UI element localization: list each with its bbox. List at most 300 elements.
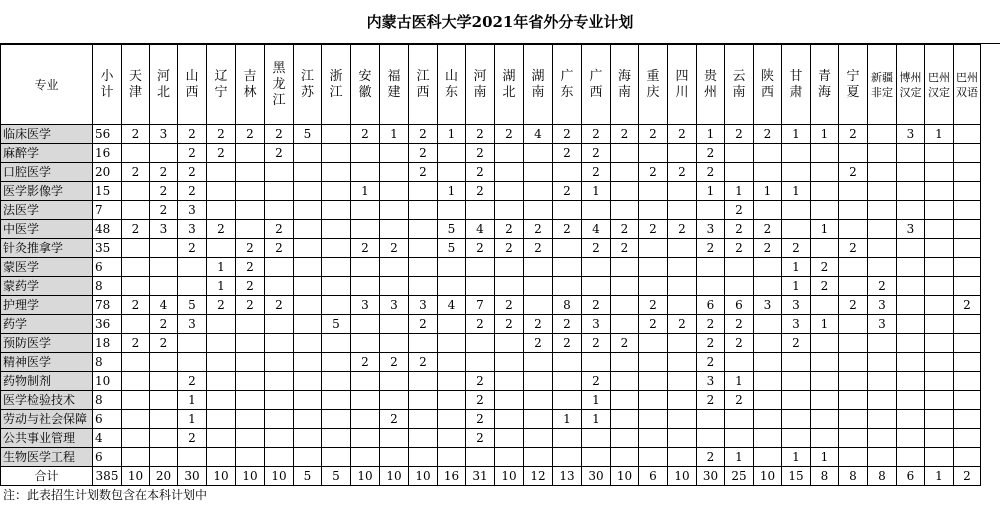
province-label: 山西 [185, 68, 199, 100]
quota-cell [322, 334, 351, 353]
quota-cell [351, 429, 380, 448]
quota-cell [207, 353, 236, 372]
quota-cell [811, 372, 839, 391]
quota-cell [782, 372, 811, 391]
quota-cell [150, 258, 178, 277]
quota-cell [265, 372, 294, 391]
quota-cell [524, 201, 553, 220]
quota-cell [668, 353, 697, 372]
sum-quota-cell: 10 [409, 467, 438, 486]
sum-quota-cell: 10 [265, 467, 294, 486]
quota-cell [294, 201, 322, 220]
quota-cell: 2 [466, 315, 495, 334]
quota-cell [409, 429, 438, 448]
quota-cell [582, 277, 611, 296]
sum-quota-cell: 5 [322, 467, 351, 486]
quota-cell [409, 372, 438, 391]
quota-cell [754, 258, 782, 277]
row-total-cell: 78 [93, 296, 122, 315]
province-label: 青海 [817, 68, 831, 100]
major-name-cell: 临床医学 [1, 125, 93, 144]
quota-cell: 3 [897, 220, 925, 239]
quota-cell [265, 448, 294, 467]
province-label: 湖南 [531, 68, 545, 100]
province-label: 黑龙江 [272, 60, 286, 108]
quota-cell [611, 315, 639, 334]
quota-cell: 1 [207, 258, 236, 277]
quota-cell [466, 201, 495, 220]
quota-cell [150, 372, 178, 391]
quota-cell [925, 296, 954, 315]
quota-cell [553, 448, 582, 467]
quota-cell: 3 [178, 220, 207, 239]
quota-cell [380, 201, 409, 220]
quota-cell [322, 353, 351, 372]
quota-cell [122, 372, 150, 391]
quota-cell [236, 201, 265, 220]
province-column-header [811, 45, 839, 125]
quota-cell: 2 [207, 296, 236, 315]
quota-cell [697, 201, 725, 220]
quota-cell [524, 353, 553, 372]
quota-cell [438, 410, 466, 429]
quota-cell [438, 144, 466, 163]
quota-cell: 2 [207, 220, 236, 239]
quota-cell: 2 [265, 144, 294, 163]
quota-cell: 2 [582, 239, 611, 258]
sum-quota-cell: 2 [954, 467, 981, 486]
quota-cell: 2 [668, 220, 697, 239]
quota-cell [294, 182, 322, 201]
quota-cell [839, 315, 868, 334]
row-total-cell: 6 [93, 448, 122, 467]
quota-cell [294, 372, 322, 391]
quota-cell [668, 410, 697, 429]
sum-quota-cell: 8 [839, 467, 868, 486]
quota-cell [122, 429, 150, 448]
quota-cell [495, 144, 524, 163]
quota-cell [868, 220, 897, 239]
sum-quota-cell: 10 [668, 467, 697, 486]
quota-cell: 3 [150, 125, 178, 144]
quota-cell [207, 410, 236, 429]
province-column-header [207, 45, 236, 125]
quota-cell: 2 [178, 125, 207, 144]
quota-cell: 2 [207, 125, 236, 144]
quota-cell [611, 258, 639, 277]
quota-cell: 1 [754, 182, 782, 201]
quota-cell [409, 220, 438, 239]
province-column-header [178, 45, 207, 125]
quota-cell [611, 391, 639, 410]
quota-cell: 2 [725, 220, 754, 239]
quota-cell: 2 [725, 201, 754, 220]
quota-cell: 2 [725, 125, 754, 144]
quota-cell: 2 [524, 315, 553, 334]
quota-cell [380, 372, 409, 391]
quota-cell [754, 410, 782, 429]
quota-cell: 2 [351, 125, 380, 144]
quota-cell: 2 [409, 144, 438, 163]
quota-cell [265, 353, 294, 372]
quota-cell [438, 163, 466, 182]
quota-cell [897, 353, 925, 372]
quota-cell: 2 [697, 448, 725, 467]
quota-cell: 1 [782, 448, 811, 467]
quota-cell [754, 201, 782, 220]
quota-cell [639, 258, 668, 277]
quota-cell [925, 334, 954, 353]
row-total-cell: 7 [93, 201, 122, 220]
province-label: 江西 [416, 68, 430, 100]
quota-cell: 2 [178, 372, 207, 391]
quota-cell: 1 [697, 182, 725, 201]
quota-cell [839, 372, 868, 391]
quota-cell [322, 448, 351, 467]
quota-cell [495, 163, 524, 182]
table-row [1, 220, 981, 239]
quota-cell [954, 277, 981, 296]
quota-cell: 2 [839, 296, 868, 315]
quota-cell [668, 201, 697, 220]
quota-cell: 1 [782, 258, 811, 277]
quota-cell [868, 410, 897, 429]
quota-cell: 3 [409, 296, 438, 315]
quota-cell: 5 [438, 220, 466, 239]
quota-cell: 2 [553, 315, 582, 334]
quota-cell: 1 [725, 372, 754, 391]
quota-cell: 2 [178, 182, 207, 201]
quota-cell [207, 391, 236, 410]
quota-cell [868, 163, 897, 182]
province-label: 天津 [128, 68, 142, 100]
quota-cell [897, 448, 925, 467]
quota-cell [495, 201, 524, 220]
quota-cell [380, 258, 409, 277]
quota-cell [322, 201, 351, 220]
quota-cell [150, 277, 178, 296]
row-total-cell: 48 [93, 220, 122, 239]
quota-cell: 1 [811, 315, 839, 334]
quota-cell [839, 448, 868, 467]
province-column-header [524, 45, 553, 125]
province-label: 陕西 [760, 68, 774, 100]
quota-cell: 5 [322, 315, 351, 334]
quota-cell [524, 372, 553, 391]
quota-cell [611, 448, 639, 467]
quota-cell [265, 391, 294, 410]
quota-cell: 2 [495, 220, 524, 239]
quota-cell [265, 201, 294, 220]
quota-cell: 2 [811, 258, 839, 277]
quota-cell [868, 201, 897, 220]
quota-cell [754, 144, 782, 163]
quota-cell: 2 [639, 315, 668, 334]
quota-cell [954, 144, 981, 163]
quota-cell [351, 258, 380, 277]
quota-cell [925, 372, 954, 391]
quota-cell [754, 429, 782, 448]
province-column-header [322, 45, 351, 125]
quota-cell: 2 [236, 296, 265, 315]
quota-cell: 2 [466, 182, 495, 201]
quota-cell [897, 391, 925, 410]
quota-cell [925, 353, 954, 372]
quota-cell [697, 410, 725, 429]
quota-cell [466, 334, 495, 353]
grand-total-cell: 385 [93, 467, 122, 486]
table-row [1, 163, 981, 182]
quota-cell [639, 448, 668, 467]
quota-cell [122, 391, 150, 410]
quota-cell: 1 [207, 277, 236, 296]
sum-quota-cell: 20 [150, 467, 178, 486]
quota-cell [611, 372, 639, 391]
province-column-header [265, 45, 294, 125]
province-label: 福建 [387, 68, 401, 100]
quota-cell [409, 448, 438, 467]
quota-cell: 2 [466, 410, 495, 429]
quota-cell [925, 182, 954, 201]
quota-cell [409, 239, 438, 258]
quota-cell [754, 372, 782, 391]
quota-cell [265, 182, 294, 201]
quota-cell [839, 220, 868, 239]
quota-cell [294, 410, 322, 429]
quota-cell [351, 334, 380, 353]
province-column-header [438, 45, 466, 125]
quota-cell [380, 220, 409, 239]
quota-cell [868, 334, 897, 353]
quota-cell [639, 239, 668, 258]
quota-cell [868, 429, 897, 448]
quota-cell [668, 448, 697, 467]
quota-cell: 2 [725, 239, 754, 258]
quota-cell [466, 277, 495, 296]
quota-cell [236, 220, 265, 239]
quota-cell [322, 429, 351, 448]
quota-cell [668, 258, 697, 277]
quota-cell: 3 [178, 315, 207, 334]
quota-cell [409, 391, 438, 410]
quota-cell: 2 [122, 296, 150, 315]
quota-cell: 2 [553, 334, 582, 353]
quota-cell [150, 429, 178, 448]
quota-cell [954, 391, 981, 410]
province-column-header [839, 45, 868, 125]
quota-cell: 1 [438, 125, 466, 144]
quota-cell: 6 [697, 296, 725, 315]
quota-cell [294, 258, 322, 277]
quota-cell: 1 [380, 125, 409, 144]
row-total-cell: 56 [93, 125, 122, 144]
quota-cell [811, 163, 839, 182]
major-name-cell: 口腔医学 [1, 163, 93, 182]
quota-cell [150, 353, 178, 372]
province-column-header [868, 45, 897, 125]
province-column-header [553, 45, 582, 125]
province-column-header [351, 45, 380, 125]
quota-cell [380, 163, 409, 182]
quota-cell [438, 334, 466, 353]
quota-cell [868, 391, 897, 410]
quota-cell: 2 [351, 353, 380, 372]
sum-quota-cell: 16 [438, 467, 466, 486]
total-header-label: 小计 [100, 68, 114, 100]
province-label: 巴州汉定 [928, 70, 950, 99]
quota-cell: 4 [524, 125, 553, 144]
quota-cell [954, 239, 981, 258]
sum-quota-cell: 13 [553, 467, 582, 486]
quota-cell [811, 182, 839, 201]
quota-cell: 2 [466, 239, 495, 258]
quota-cell [925, 163, 954, 182]
quota-cell [236, 410, 265, 429]
quota-cell [207, 201, 236, 220]
quota-cell: 2 [954, 296, 981, 315]
quota-cell [178, 353, 207, 372]
sum-quota-cell: 10 [495, 467, 524, 486]
quota-cell [351, 448, 380, 467]
quota-cell [265, 410, 294, 429]
quota-cell [811, 429, 839, 448]
quota-cell [868, 182, 897, 201]
quota-cell: 3 [782, 296, 811, 315]
quota-cell: 2 [582, 296, 611, 315]
quota-cell [495, 334, 524, 353]
quota-cell [236, 315, 265, 334]
province-column-header [122, 45, 150, 125]
quota-cell [611, 201, 639, 220]
quota-cell [207, 334, 236, 353]
sum-quota-cell: 10 [380, 467, 409, 486]
quota-cell [839, 429, 868, 448]
quota-cell [495, 258, 524, 277]
quota-cell [438, 391, 466, 410]
quota-cell: 3 [754, 296, 782, 315]
quota-cell [811, 334, 839, 353]
quota-cell [351, 144, 380, 163]
quota-cell [582, 429, 611, 448]
major-name-cell: 蒙药学 [1, 277, 93, 296]
quota-cell [294, 353, 322, 372]
province-column-header [611, 45, 639, 125]
table-row [1, 372, 981, 391]
province-label: 辽宁 [214, 68, 228, 100]
sum-quota-cell: 10 [351, 467, 380, 486]
quota-cell [236, 353, 265, 372]
quota-cell [495, 277, 524, 296]
enrollment-plan-table [0, 44, 981, 486]
quota-cell [294, 391, 322, 410]
quota-cell: 2 [236, 258, 265, 277]
quota-cell: 2 [409, 125, 438, 144]
quota-cell [725, 144, 754, 163]
quota-cell [351, 315, 380, 334]
table-row [1, 448, 981, 467]
quota-cell [639, 429, 668, 448]
quota-cell [178, 258, 207, 277]
quota-cell [122, 182, 150, 201]
header-row [1, 45, 981, 125]
quota-cell: 2 [782, 334, 811, 353]
quota-cell: 1 [178, 391, 207, 410]
quota-cell: 2 [150, 201, 178, 220]
quota-cell [839, 391, 868, 410]
quota-cell: 2 [122, 163, 150, 182]
quota-cell [438, 353, 466, 372]
table-row [1, 277, 981, 296]
quota-cell [322, 410, 351, 429]
quota-cell [754, 163, 782, 182]
quota-cell [438, 448, 466, 467]
quota-cell [322, 277, 351, 296]
quota-cell: 2 [207, 144, 236, 163]
quota-cell: 2 [697, 334, 725, 353]
quota-cell [178, 334, 207, 353]
quota-cell [122, 448, 150, 467]
quota-cell: 1 [725, 182, 754, 201]
quota-cell: 2 [150, 334, 178, 353]
sum-quota-cell: 8 [811, 467, 839, 486]
row-total-cell: 6 [93, 410, 122, 429]
quota-cell [668, 296, 697, 315]
quota-cell [322, 163, 351, 182]
quota-cell [495, 182, 524, 201]
quota-cell [495, 429, 524, 448]
quota-cell: 2 [697, 144, 725, 163]
sum-quota-cell: 10 [122, 467, 150, 486]
quota-cell: 2 [582, 334, 611, 353]
major-name-cell: 蒙医学 [1, 258, 93, 277]
quota-cell: 3 [897, 125, 925, 144]
quota-cell [294, 429, 322, 448]
quota-cell [839, 182, 868, 201]
quota-cell [322, 239, 351, 258]
quota-cell [611, 277, 639, 296]
quota-cell: 2 [811, 277, 839, 296]
quota-cell: 2 [466, 372, 495, 391]
province-label: 河北 [156, 68, 170, 100]
row-total-cell: 18 [93, 334, 122, 353]
quota-cell: 1 [438, 182, 466, 201]
major-name-cell: 公共事业管理 [1, 429, 93, 448]
province-label: 湖北 [502, 68, 516, 100]
quota-cell: 2 [697, 239, 725, 258]
province-column-header [725, 45, 754, 125]
quota-cell: 2 [265, 296, 294, 315]
quota-cell [351, 391, 380, 410]
quota-cell [236, 144, 265, 163]
quota-cell [236, 448, 265, 467]
quota-cell [811, 144, 839, 163]
province-label: 巴州双语 [956, 70, 978, 99]
quota-cell: 3 [697, 372, 725, 391]
quota-cell: 2 [668, 315, 697, 334]
province-column-header [954, 45, 981, 125]
major-name-cell: 劳动与社会保障 [1, 410, 93, 429]
province-column-header [294, 45, 322, 125]
quota-cell [294, 296, 322, 315]
quota-cell [438, 201, 466, 220]
quota-cell [868, 239, 897, 258]
quota-cell: 2 [466, 125, 495, 144]
quota-cell: 1 [351, 182, 380, 201]
table-row [1, 429, 981, 448]
sum-quota-cell: 6 [639, 467, 668, 486]
quota-cell [553, 372, 582, 391]
page-title: 内蒙古医科大学2021年省外分专业计划 [0, 0, 1000, 44]
